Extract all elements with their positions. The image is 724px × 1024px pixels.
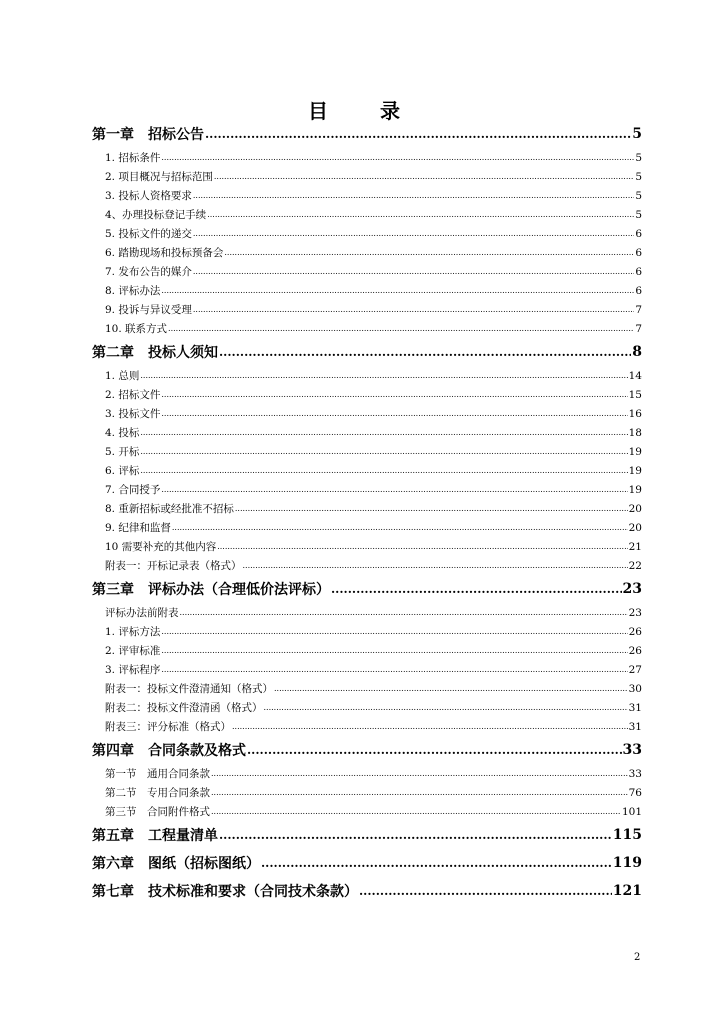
toc-entry-label: 2. 项目概况与招标范围 bbox=[105, 171, 213, 183]
toc-leader-dots bbox=[232, 723, 628, 731]
toc-section-entry[interactable] bbox=[92, 641, 642, 660]
toc-entry-label: 2. 评审标准 bbox=[105, 645, 161, 657]
toc-leader-dots bbox=[193, 192, 634, 200]
toc-leader-dots bbox=[161, 391, 627, 399]
toc-leader-dots bbox=[161, 287, 634, 295]
toc-entry-page: 115 bbox=[612, 827, 642, 843]
toc-entry-label: 9. 投诉与异议受理 bbox=[105, 304, 192, 316]
toc-section-entry[interactable] bbox=[92, 385, 642, 404]
toc-entry-page: 14 bbox=[628, 369, 642, 382]
toc-entry-label: 6. 评标 bbox=[105, 465, 140, 477]
toc-entry-page: 19 bbox=[628, 483, 642, 496]
toc-entry-label: 第二章 投标人须知 bbox=[92, 345, 218, 361]
toc-leader-dots bbox=[243, 562, 628, 570]
toc-section-entry[interactable] bbox=[92, 764, 642, 783]
page-title: 目 录 bbox=[308, 99, 416, 123]
toc-entry-label: 1. 总则 bbox=[105, 370, 140, 382]
toc-entry-label: 4、办理投标登记手续 bbox=[105, 209, 207, 221]
table-of-contents bbox=[92, 120, 642, 905]
toc-leader-dots bbox=[247, 744, 622, 756]
toc-entry-page: 5 bbox=[635, 170, 642, 183]
toc-leader-dots bbox=[224, 249, 634, 257]
toc-section-entry[interactable] bbox=[92, 518, 642, 537]
toc-entry-page: 20 bbox=[628, 502, 642, 515]
toc-entry-label: 6. 踏勘现场和投标预备会 bbox=[105, 247, 224, 259]
toc-entry-page: 27 bbox=[628, 663, 642, 676]
toc-chapter-entry[interactable] bbox=[92, 575, 642, 603]
toc-leader-dots bbox=[211, 770, 628, 778]
toc-entry-page: 26 bbox=[628, 625, 642, 638]
toc-entry-page: 121 bbox=[612, 883, 642, 899]
toc-entry-label: 第二节 专用合同条款 bbox=[105, 787, 210, 799]
toc-chapter-entry[interactable] bbox=[92, 821, 642, 849]
toc-section-entry[interactable] bbox=[92, 281, 642, 300]
toc-entry-label: 2. 招标文件 bbox=[105, 389, 161, 401]
toc-leader-dots bbox=[217, 543, 627, 551]
toc-entry-label: 第四章 合同条款及格式 bbox=[92, 743, 246, 759]
page-number: 2 bbox=[634, 952, 641, 963]
toc-leader-dots bbox=[219, 346, 631, 358]
toc-entry-page: 5 bbox=[635, 151, 642, 164]
toc-leader-dots bbox=[193, 306, 634, 314]
toc-leader-dots bbox=[161, 647, 627, 655]
toc-entry-page: 21 bbox=[628, 540, 642, 553]
toc-section-entry[interactable] bbox=[92, 802, 642, 821]
toc-leader-dots bbox=[193, 268, 634, 276]
toc-entry-page: 6 bbox=[635, 227, 642, 240]
toc-entry-label: 附表三：评分标准（格式） bbox=[105, 721, 231, 733]
toc-leader-dots bbox=[261, 857, 612, 869]
toc-section-entry[interactable] bbox=[92, 423, 642, 442]
toc-entry-page: 15 bbox=[628, 388, 642, 401]
toc-section-entry[interactable] bbox=[92, 319, 642, 338]
toc-entry-page: 26 bbox=[628, 644, 642, 657]
toc-entry-page: 6 bbox=[635, 246, 642, 259]
toc-leader-dots bbox=[168, 325, 634, 333]
toc-section-entry[interactable] bbox=[92, 205, 642, 224]
toc-section-entry[interactable] bbox=[92, 660, 642, 679]
toc-leader-dots bbox=[274, 685, 628, 693]
toc-entry-page: 16 bbox=[628, 407, 642, 420]
toc-entry-page: 19 bbox=[628, 445, 642, 458]
toc-leader-dots bbox=[161, 666, 627, 674]
toc-chapter-entry[interactable] bbox=[92, 877, 642, 905]
toc-entry-page: 5 bbox=[635, 189, 642, 202]
toc-leader-dots bbox=[140, 372, 627, 380]
toc-leader-dots bbox=[207, 211, 634, 219]
toc-section-entry[interactable] bbox=[92, 603, 642, 622]
toc-entry-page: 33 bbox=[628, 767, 642, 780]
toc-leader-dots bbox=[180, 609, 628, 617]
toc-entry-label: 10 需要补充的其他内容 bbox=[105, 541, 217, 553]
toc-entry-page: 6 bbox=[635, 265, 642, 278]
toc-entry-label: 3. 评标程序 bbox=[105, 664, 161, 676]
toc-entry-label: 4. 投标 bbox=[105, 427, 140, 439]
toc-entry-label: 8. 重新招标或经批准不招标 bbox=[105, 503, 234, 515]
toc-entry-page: 18 bbox=[628, 426, 642, 439]
toc-entry-label: 附表一：开标记录表（格式） bbox=[105, 560, 242, 572]
toc-entry-page: 22 bbox=[628, 559, 642, 572]
toc-leader-dots bbox=[219, 829, 612, 841]
toc-section-entry[interactable] bbox=[92, 717, 642, 736]
toc-section-entry[interactable] bbox=[92, 262, 642, 281]
toc-leader-dots bbox=[161, 486, 627, 494]
toc-chapter-entry[interactable] bbox=[92, 736, 642, 764]
toc-entry-page: 23 bbox=[622, 581, 642, 597]
toc-entry-label: 8. 评标办法 bbox=[105, 285, 161, 297]
toc-entry-page: 76 bbox=[628, 786, 642, 799]
toc-leader-dots bbox=[140, 429, 627, 437]
toc-section-entry[interactable] bbox=[92, 537, 642, 556]
toc-leader-dots bbox=[172, 524, 628, 532]
toc-entry-page: 5 bbox=[632, 126, 642, 142]
toc-entry-label: 第三节 合同附件格式 bbox=[105, 806, 210, 818]
toc-entry-page: 33 bbox=[622, 742, 642, 758]
toc-entry-page: 23 bbox=[628, 606, 642, 619]
toc-entry-label: 9. 纪律和监督 bbox=[105, 522, 171, 534]
toc-leader-dots bbox=[140, 448, 627, 456]
toc-entry-label: 7. 发布公告的媒介 bbox=[105, 266, 192, 278]
toc-entry-label: 7. 合同授予 bbox=[105, 484, 161, 496]
toc-leader-dots bbox=[211, 789, 628, 797]
toc-leader-dots bbox=[331, 583, 622, 595]
toc-entry-page: 31 bbox=[628, 720, 642, 733]
toc-leader-dots bbox=[264, 704, 628, 712]
toc-entry-label: 5. 投标文件的递交 bbox=[105, 228, 192, 240]
toc-section-entry[interactable] bbox=[92, 167, 642, 186]
toc-entry-label: 附表一：投标文件澄清通知（格式） bbox=[105, 683, 273, 695]
toc-chapter-entry[interactable] bbox=[92, 120, 642, 148]
toc-entry-label: 附表二：投标文件澄清函（格式） bbox=[105, 702, 263, 714]
toc-entry-page: 31 bbox=[628, 701, 642, 714]
toc-entry-page: 5 bbox=[635, 208, 642, 221]
toc-chapter-entry[interactable] bbox=[92, 849, 642, 877]
toc-leader-dots bbox=[205, 128, 631, 140]
toc-entry-label: 1. 评标方法 bbox=[105, 626, 161, 638]
toc-entry-page: 7 bbox=[635, 322, 642, 335]
toc-leader-dots bbox=[359, 885, 612, 897]
toc-leader-dots bbox=[193, 230, 634, 238]
toc-section-entry[interactable] bbox=[92, 556, 642, 575]
toc-section-entry[interactable] bbox=[92, 243, 642, 262]
toc-entry-label: 第五章 工程量清单 bbox=[92, 828, 218, 844]
toc-entry-page: 7 bbox=[635, 303, 642, 316]
toc-leader-dots bbox=[235, 505, 628, 513]
toc-entry-label: 5. 开标 bbox=[105, 446, 140, 458]
toc-section-entry[interactable] bbox=[92, 148, 642, 167]
toc-leader-dots bbox=[211, 808, 621, 816]
toc-leader-dots bbox=[214, 173, 634, 181]
toc-entry-label: 10. 联系方式 bbox=[105, 323, 168, 335]
toc-leader-dots bbox=[140, 467, 627, 475]
toc-section-entry[interactable] bbox=[92, 622, 642, 641]
toc-section-entry[interactable] bbox=[92, 366, 642, 385]
toc-entry-label: 第三章 评标办法（合理低价法评标） bbox=[92, 582, 330, 598]
toc-section-entry[interactable] bbox=[92, 499, 642, 518]
toc-section-entry[interactable] bbox=[92, 698, 642, 717]
toc-section-entry[interactable] bbox=[92, 404, 642, 423]
toc-entry-label: 第七章 技术标准和要求（合同技术条款） bbox=[92, 884, 358, 900]
toc-section-entry[interactable] bbox=[92, 442, 642, 461]
toc-section-entry[interactable] bbox=[92, 679, 642, 698]
toc-section-entry[interactable] bbox=[92, 186, 642, 205]
toc-section-entry[interactable] bbox=[92, 224, 642, 243]
toc-entry-page: 19 bbox=[628, 464, 642, 477]
toc-entry-page: 20 bbox=[628, 521, 642, 534]
toc-section-entry[interactable] bbox=[92, 783, 642, 802]
toc-entry-label: 第六章 图纸（招标图纸） bbox=[92, 856, 260, 872]
toc-entry-label: 评标办法前附表 bbox=[105, 607, 179, 619]
toc-entry-label: 第一章 招标公告 bbox=[92, 127, 204, 143]
toc-chapter-entry[interactable] bbox=[92, 338, 642, 366]
toc-entry-page: 6 bbox=[635, 284, 642, 297]
toc-section-entry[interactable] bbox=[92, 461, 642, 480]
toc-entry-label: 3. 投标人资格要求 bbox=[105, 190, 192, 202]
toc-entry-label: 1. 招标条件 bbox=[105, 152, 161, 164]
toc-leader-dots bbox=[161, 628, 627, 636]
toc-section-entry[interactable] bbox=[92, 480, 642, 499]
toc-leader-dots bbox=[161, 410, 627, 418]
toc-entry-label: 第一节 通用合同条款 bbox=[105, 768, 210, 780]
toc-entry-label: 3. 投标文件 bbox=[105, 408, 161, 420]
toc-entry-page: 8 bbox=[632, 344, 642, 360]
toc-entry-page: 30 bbox=[628, 682, 642, 695]
toc-section-entry[interactable] bbox=[92, 300, 642, 319]
toc-entry-page: 101 bbox=[621, 805, 642, 818]
toc-entry-page: 119 bbox=[612, 855, 642, 871]
toc-leader-dots bbox=[161, 154, 634, 162]
